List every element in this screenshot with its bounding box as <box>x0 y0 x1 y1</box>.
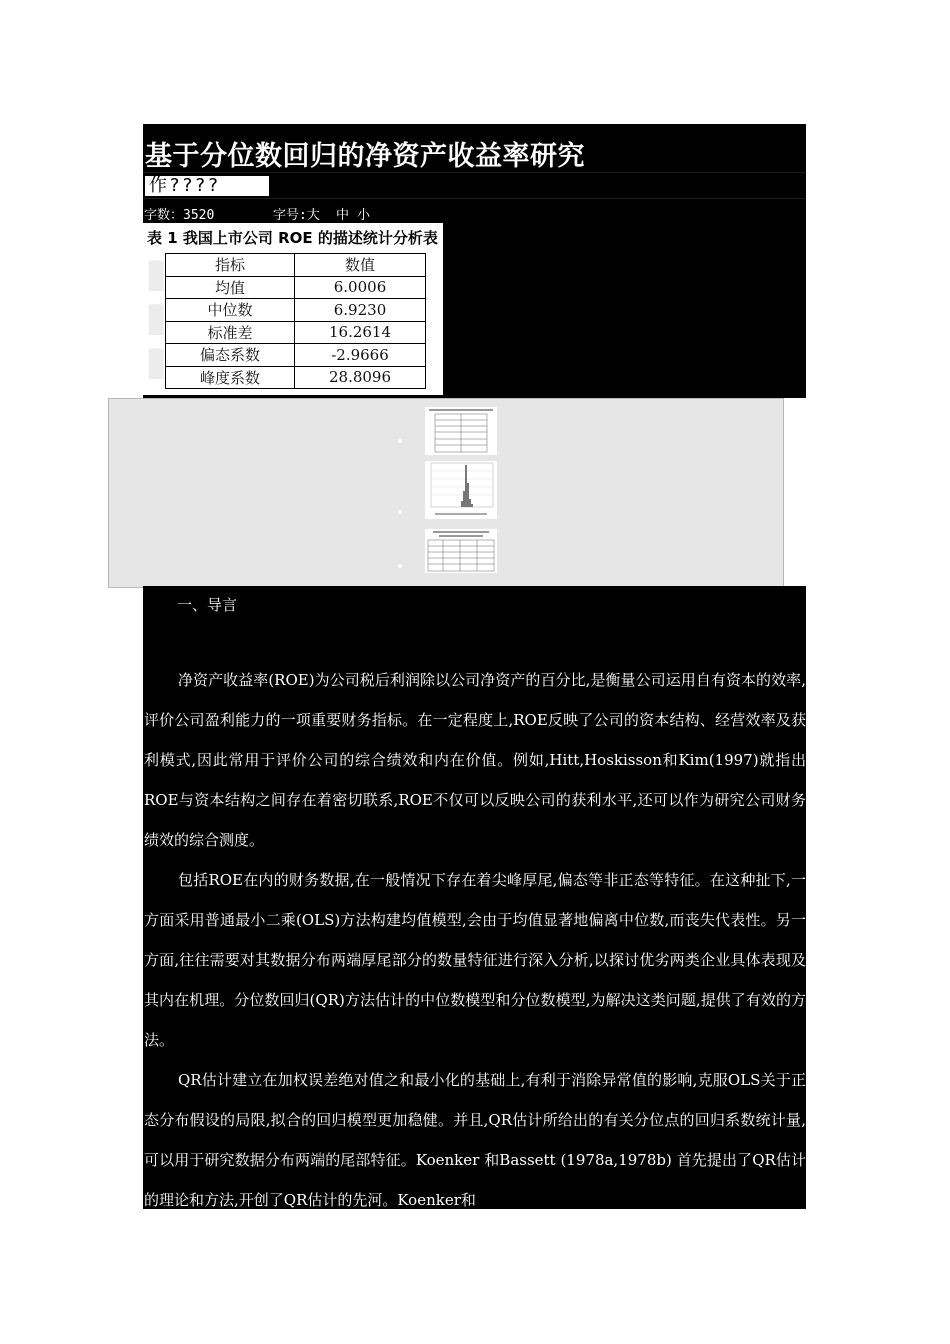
table1-thumbnail-graphic <box>425 407 497 455</box>
paragraph: 包括ROE在内的财务数据,在一般情况下存在着尖峰厚尾,偏态等非正态等特征。在这种扯下,一方面采用普通最小二乘(OLS)方法构建均值模型,会由于均值显著地偏离中位数,而丧失代表性。另一方面,往往需要对其数据分布两端厚尾部分的数量特征进行深入分析,以探讨优劣两类企业具体表现及其内在机理。分位数回归(QR)方法估计的中位数模型和分位数模型,为解决这类问题,提供了有效的方法。 <box>144 871 806 1049</box>
table-cell-value: -2.9666 <box>295 344 426 367</box>
table1-title: 表 1 我国上市公司 ROE 的描述统计分析表 <box>147 229 438 247</box>
table-cell-value: 6.9230 <box>295 299 426 322</box>
histogram-thumbnail-graphic <box>425 461 497 519</box>
gallery-bullet <box>398 439 402 443</box>
table-header-cell: 指标 <box>166 254 295 277</box>
font-size-label-large[interactable]: 字号:大 <box>273 208 320 223</box>
table1-thumbnail[interactable] <box>425 407 497 455</box>
roe-stats-table <box>165 253 426 389</box>
body-text <box>144 660 806 1220</box>
table-row <box>166 321 426 344</box>
table-row <box>166 344 426 367</box>
table1-image <box>143 223 443 395</box>
table-cell-label: 均值 <box>166 276 295 299</box>
gallery-bullet <box>398 564 402 568</box>
gallery-bullet <box>398 510 402 514</box>
article-body <box>143 586 806 1209</box>
meta-band <box>143 198 806 224</box>
table-cell-value: 6.0006 <box>295 276 426 299</box>
font-size-medium-link[interactable]: 中 <box>336 208 350 223</box>
table-band <box>143 223 806 398</box>
table-cell-value: 28.8096 <box>295 366 426 389</box>
author-band <box>143 172 806 199</box>
title-band <box>143 124 806 172</box>
table-row <box>166 366 426 389</box>
table-header-row <box>166 254 426 277</box>
watermark-shadow: ▮ ▮ ▮ <box>145 250 168 384</box>
article-title: 基于分位数回归的净资产收益率研究 <box>145 141 585 172</box>
section-heading: 一、导言 <box>177 596 238 614</box>
table2-thumbnail[interactable] <box>425 529 497 573</box>
word-count: 字数：3520 <box>144 208 215 223</box>
table-cell-value: 16.2614 <box>295 321 426 344</box>
table-cell-label: 中位数 <box>166 299 295 322</box>
paragraph: 净资产收益率(ROE)为公司税后利润除以公司净资产的百分比,是衡量公司运用自有资本的效率,评价公司盈利能力的一项重要财务指标。在一定程度上,ROE反映了公司的资本结构、经营效率及获利模式,因此常用于评价公司的综合绩效和内在价值。例如,Hitt,Hoskisson和Kim(1997)就指出ROE与资本结构之间存在着密切联系,ROE不仅可以反映公司的获利水平,还可以作为研究公司财务绩效的综合测度。 <box>144 671 806 849</box>
table-cell-label: 峰度系数 <box>166 366 295 389</box>
image-gallery <box>108 398 784 588</box>
table-cell-label: 偏态系数 <box>166 344 295 367</box>
table2-thumbnail-graphic <box>425 529 497 573</box>
table-header-cell: 数值 <box>295 254 426 277</box>
paragraph: QR估计建立在加权误差绝对值之和最小化的基础上,有利于消除异常值的影响,克服OLS关于正态分布假设的局限,拟合的回归模型更加稳健。并且,QR估计所给出的有关分位点的回归系数统计量,可以用于研究数据分布两端的尾部特征。Koenker 和Bassett (1978a,1978b) 首先提出了QR估计的理论和方法,开创了QR估计的先河。Koenker和 <box>144 1071 806 1209</box>
table-cell-label: 标准差 <box>166 321 295 344</box>
table-row <box>166 276 426 299</box>
table-row <box>166 299 426 322</box>
author-name: 作???? <box>145 176 269 196</box>
font-size-small-link[interactable]: 小 <box>357 208 371 223</box>
histogram-thumbnail[interactable] <box>425 461 497 519</box>
